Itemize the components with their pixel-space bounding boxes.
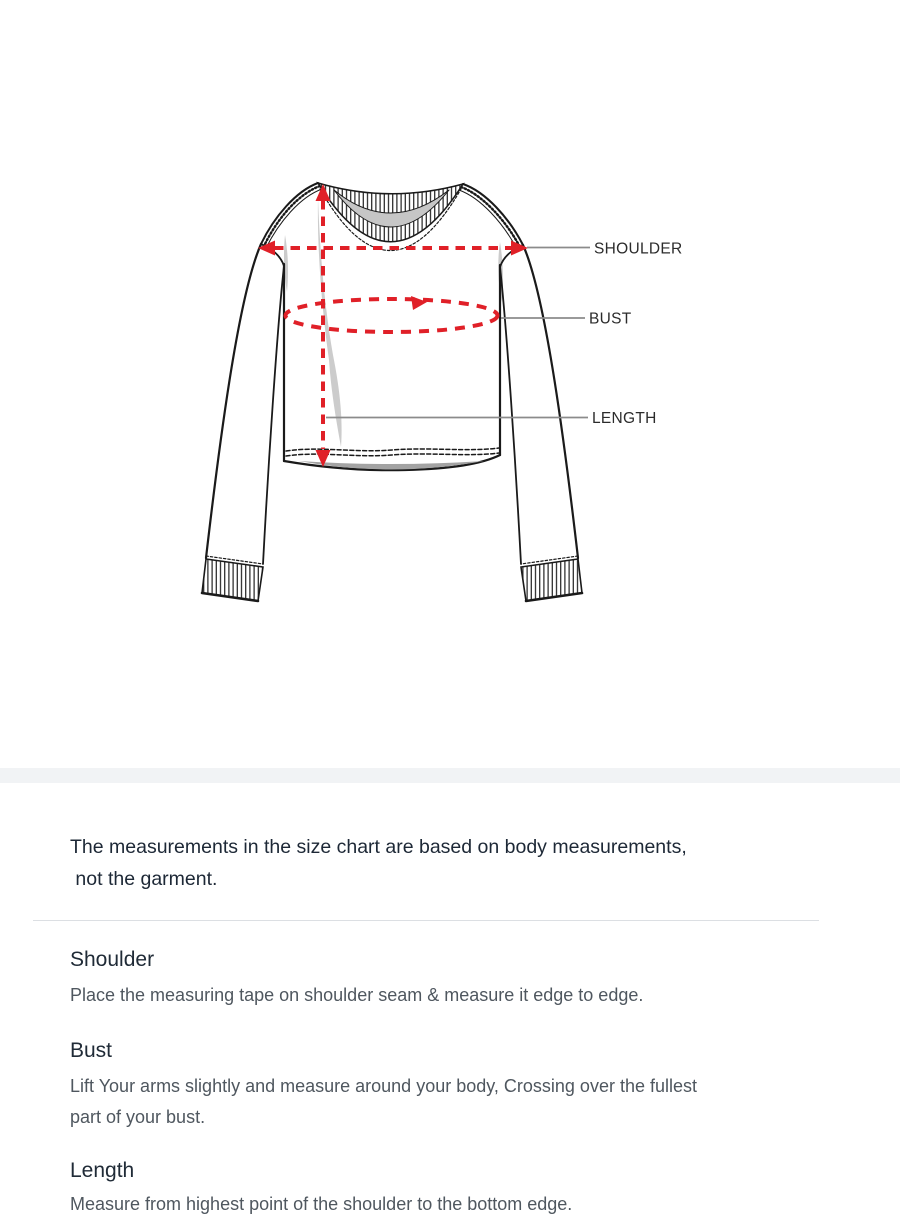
description-line: Place the measuring tape on shoulder seam & measure it edge to edge. — [70, 985, 644, 1005]
section-description-length — [70, 1189, 572, 1216]
size-chart-note — [70, 831, 687, 895]
description-line: Measure from highest point of the shoulder to the bottom edge. — [70, 1194, 573, 1214]
section-description-bust — [70, 1071, 697, 1133]
section-description-shoulder — [70, 980, 643, 1011]
horizontal-rule — [33, 920, 819, 921]
description-line: Lift Your arms slightly and measure around your body, Crossing over the fullest — [70, 1076, 697, 1096]
note-line-2: not the garment. — [70, 868, 218, 890]
section-title-bust: Bust — [70, 1039, 113, 1062]
bust-measure-ellipse — [286, 299, 498, 332]
right-sleeve — [500, 245, 582, 601]
description-line: part of your bust. — [70, 1107, 206, 1127]
body-outline — [261, 244, 523, 470]
note-line-1: The measurements in the size chart are based on body measurements, — [70, 836, 687, 858]
shoulder-label: SHOULDER — [594, 240, 683, 258]
bust-label: BUST — [589, 310, 632, 328]
section-title-length: Length — [70, 1159, 135, 1182]
length-label: LENGTH — [592, 410, 657, 427]
section-divider-band — [0, 768, 900, 783]
collar — [318, 183, 463, 251]
diagram-labels — [589, 241, 683, 428]
section-title-shoulder: Shoulder — [70, 948, 155, 971]
left-sleeve — [202, 244, 284, 601]
sweater-illustration — [202, 183, 582, 601]
